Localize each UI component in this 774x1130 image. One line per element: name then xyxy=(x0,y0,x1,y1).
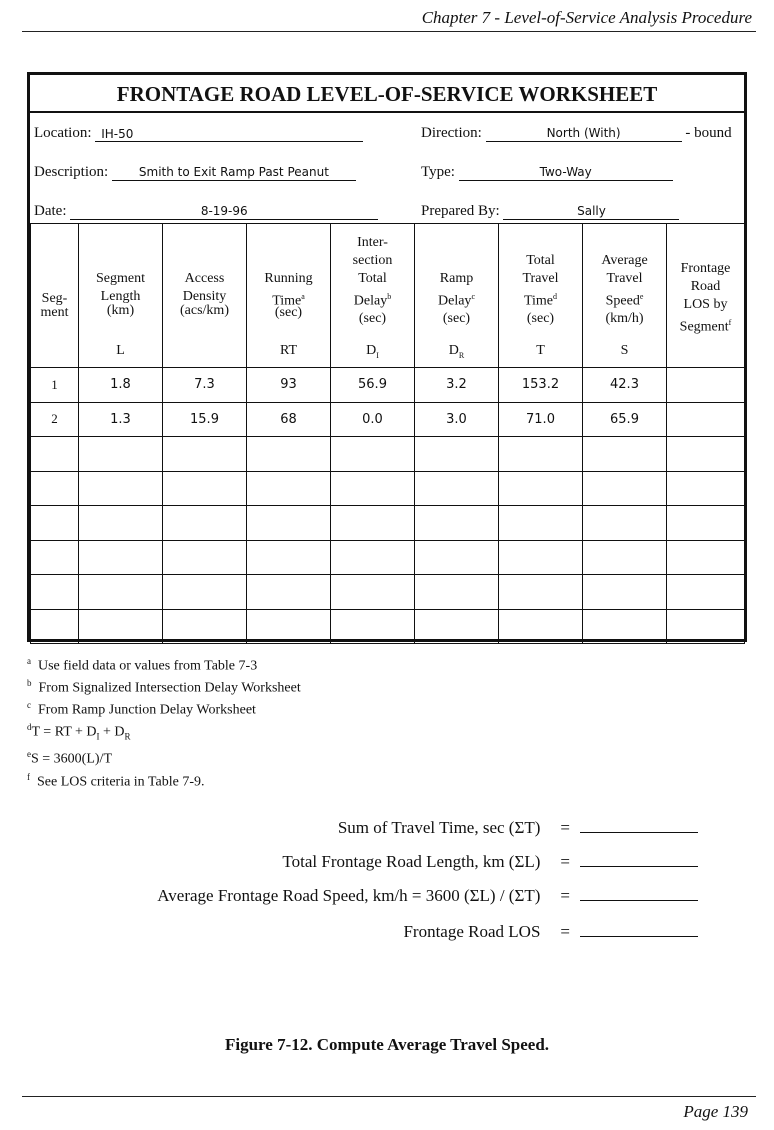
date-label: Date: xyxy=(34,203,67,219)
cell-segment: 2 xyxy=(31,402,79,437)
worksheet-table xyxy=(30,223,745,644)
prepared-by-label: Prepared By: xyxy=(421,203,500,219)
cell-average-speed: 65.9 xyxy=(583,402,667,437)
page-number: Page 139 xyxy=(683,1102,748,1121)
direction-value: North (With) xyxy=(486,125,682,142)
cell-ramp-delay: 3.0 xyxy=(415,402,499,437)
footnote-d: $^d$T = RT + $D_I + D_R$ xyxy=(27,722,131,742)
cell-los xyxy=(667,368,745,403)
col-header-running-time: Running Time$^a$ (sec) RT xyxy=(247,224,331,368)
type-label: Type: xyxy=(421,164,455,180)
date-field xyxy=(34,203,378,220)
col-header-segment-length: Segment Length (km) L xyxy=(79,224,163,368)
symbol-RT: RT xyxy=(279,343,298,358)
col-header-access-density: Access Density (acs/km) xyxy=(163,224,247,368)
col-header-total-travel-time: Total Travel Time$^d$ (sec) T xyxy=(499,224,583,368)
figure-caption: Figure 7-12. Compute Average Travel Speed. xyxy=(224,1035,550,1054)
footnote-a: $^a$ Use field data or values from Table 7-3 xyxy=(27,656,258,674)
cell-intersection-delay: 0.0 xyxy=(331,402,415,437)
cell-total-travel-time: 71.0 xyxy=(499,402,583,437)
footnote-e: $^e$S = 3600(L)/T xyxy=(27,749,112,768)
cell-los xyxy=(667,402,745,437)
empty-row xyxy=(31,471,745,506)
col-header-segment: Seg- ment xyxy=(31,224,79,368)
chapter-header: Chapter 7 - Level-of-Service Analysis Procedure xyxy=(421,8,752,27)
date-value: 8-19-96 xyxy=(70,203,378,220)
cell-running-time: 68 xyxy=(247,402,331,437)
worksheet-title: FRONTAGE ROAD LEVEL-OF-SERVICE WORKSHEET xyxy=(30,75,744,113)
direction-label: Direction: xyxy=(421,125,482,141)
col-header-average-travel-speed: Average Travel Speed$^e$ (km/h) S xyxy=(583,224,667,368)
col-header-frontage-los: Frontage Road LOS by Segment$^f$ xyxy=(667,224,745,368)
location-field xyxy=(34,125,363,142)
empty-row xyxy=(31,506,745,541)
col-header-intersection-delay: Inter- section Total Delay$^b$ (sec) $D_I$ xyxy=(331,224,415,368)
empty-row xyxy=(31,540,745,575)
calc-frontage-los: Frontage Road LOS = xyxy=(403,922,698,942)
calc-total-length: Total Frontage Road Length, km (ΣL) = xyxy=(282,852,698,872)
blank-line xyxy=(580,922,698,937)
worksheet xyxy=(27,72,747,642)
worksheet-rows xyxy=(31,368,745,644)
location-label: Location: xyxy=(34,125,92,141)
footnote-c: $^c$ From Ramp Junction Delay Worksheet xyxy=(27,700,256,718)
footnote-b: $^b$ From Signalized Intersection Delay Worksheet xyxy=(27,678,301,696)
cell-length: 1.3 xyxy=(79,402,163,437)
table-row xyxy=(31,368,745,403)
symbol-S: S xyxy=(620,343,629,358)
blank-line xyxy=(580,886,698,901)
header-rule xyxy=(22,31,756,32)
empty-row xyxy=(31,437,745,472)
description-field xyxy=(34,164,356,181)
cell-length: 1.8 xyxy=(79,368,163,403)
symbol-L: L xyxy=(116,343,125,358)
prepared-by-field xyxy=(421,203,679,220)
direction-suffix: - bound xyxy=(685,125,732,141)
cell-ramp-delay: 3.2 xyxy=(415,368,499,403)
cell-intersection-delay: 56.9 xyxy=(331,368,415,403)
symbol-DR: $D_R$ xyxy=(448,343,465,360)
table-row xyxy=(31,402,745,437)
footer-rule xyxy=(22,1096,756,1097)
footnote-f: $^f$ See LOS criteria in Table 7-9. xyxy=(27,771,205,790)
symbol-DI: $D_I$ xyxy=(366,343,379,360)
empty-row xyxy=(31,575,745,610)
cell-segment: 1 xyxy=(31,368,79,403)
prepared-by-value: Sally xyxy=(503,203,679,220)
calc-sum-travel-time: Sum of Travel Time, sec (ΣT) = xyxy=(338,818,698,838)
symbol-T: T xyxy=(536,343,545,358)
type-value: Two-Way xyxy=(459,164,673,181)
cell-access-density: 15.9 xyxy=(163,402,247,437)
calc-average-speed: Average Frontage Road Speed, km/h = 3600 (ΣL) / (ΣT) = xyxy=(157,886,698,906)
footnotes xyxy=(27,653,301,791)
description-value: Smith to Exit Ramp Past Peanut xyxy=(112,164,356,181)
cell-total-travel-time: 153.2 xyxy=(499,368,583,403)
description-label: Description: xyxy=(34,164,109,180)
cell-running-time: 93 xyxy=(247,368,331,403)
location-value: IH-50 xyxy=(95,126,363,142)
cell-access-density: 7.3 xyxy=(163,368,247,403)
blank-line xyxy=(580,852,698,867)
blank-line xyxy=(580,818,698,833)
empty-row xyxy=(31,609,745,644)
type-field xyxy=(421,164,673,181)
direction-field xyxy=(421,125,732,142)
cell-average-speed: 42.3 xyxy=(583,368,667,403)
col-header-ramp-delay: Ramp Delay$^c$ (sec) $D_R$ xyxy=(415,224,499,368)
